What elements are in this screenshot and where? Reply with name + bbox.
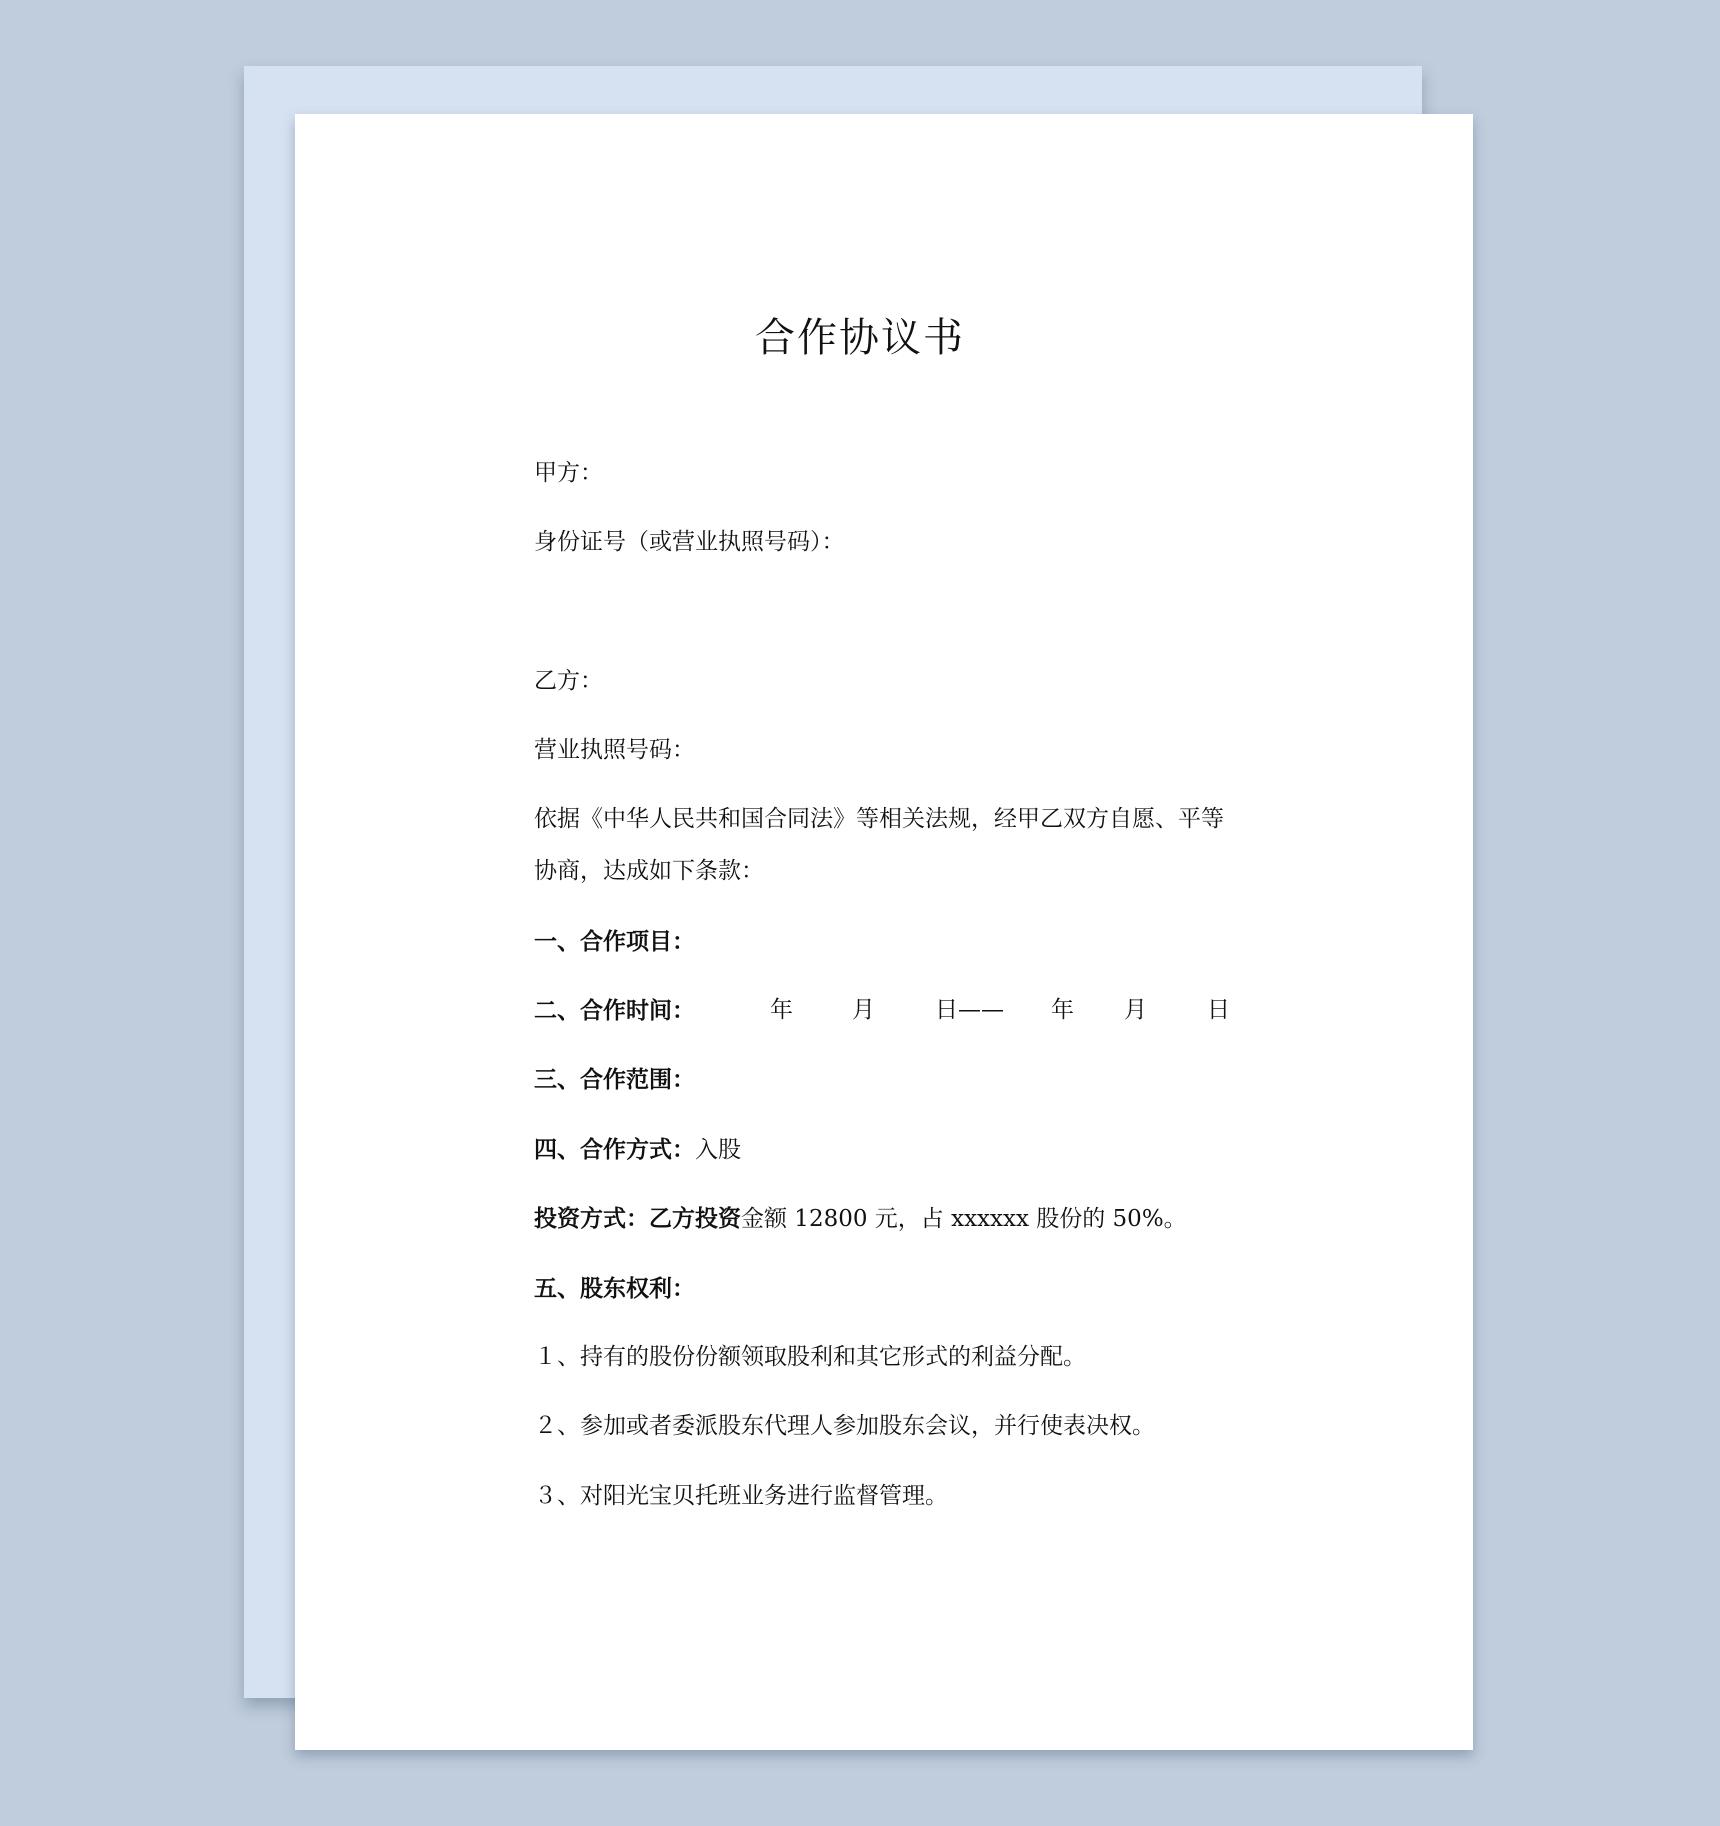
party-b-license-label: 营业执照号码： — [534, 737, 695, 763]
time-year-2: 年 — [1051, 997, 1074, 1023]
party-a-label: 甲方： — [534, 460, 603, 486]
time-day-2: 日 — [1207, 997, 1230, 1023]
section-method-value: 入股 — [695, 1137, 741, 1163]
time-month-2: 月 — [1124, 997, 1147, 1023]
preamble-line-2: 协商，达成如下条款： — [534, 858, 764, 884]
party-a-id-label: 身份证号（或营业执照号码）： — [534, 529, 845, 555]
time-year-1: 年 — [770, 997, 793, 1023]
section-project: 一、合作项目： — [534, 928, 695, 955]
time-day-1: 日—— — [935, 997, 1004, 1023]
section-method — [534, 1138, 741, 1162]
document-title: 合作协议书 — [755, 315, 965, 361]
section-method-label: 四、合作方式： — [534, 1136, 695, 1163]
section-scope: 三、合作范围： — [534, 1066, 695, 1093]
investment-label: 投资方式：乙方投资 — [534, 1205, 741, 1232]
section-time-label: 二、合作时间： — [534, 997, 695, 1024]
party-b-label: 乙方： — [534, 668, 603, 694]
preamble-line-1: 依据《中华人民共和国合同法》等相关法规，经甲乙双方自愿、平等 — [534, 806, 1224, 832]
rights-item-1: １、持有的股份份额领取股利和其它形式的利益分配。 — [534, 1344, 1086, 1370]
section-rights: 五、股东权利： — [534, 1275, 695, 1302]
rights-item-2: ２、参加或者委派股东代理人参加股东会议，并行使表决权。 — [534, 1413, 1155, 1439]
section-investment — [534, 1207, 1187, 1231]
section-time — [534, 999, 1234, 1029]
time-month-1: 月 — [852, 997, 875, 1023]
rights-item-3: ３、对阳光宝贝托班业务进行监督管理。 — [534, 1483, 948, 1509]
investment-value: 金额 12800 元，占 xxxxxx 股份的 50%。 — [741, 1206, 1187, 1232]
